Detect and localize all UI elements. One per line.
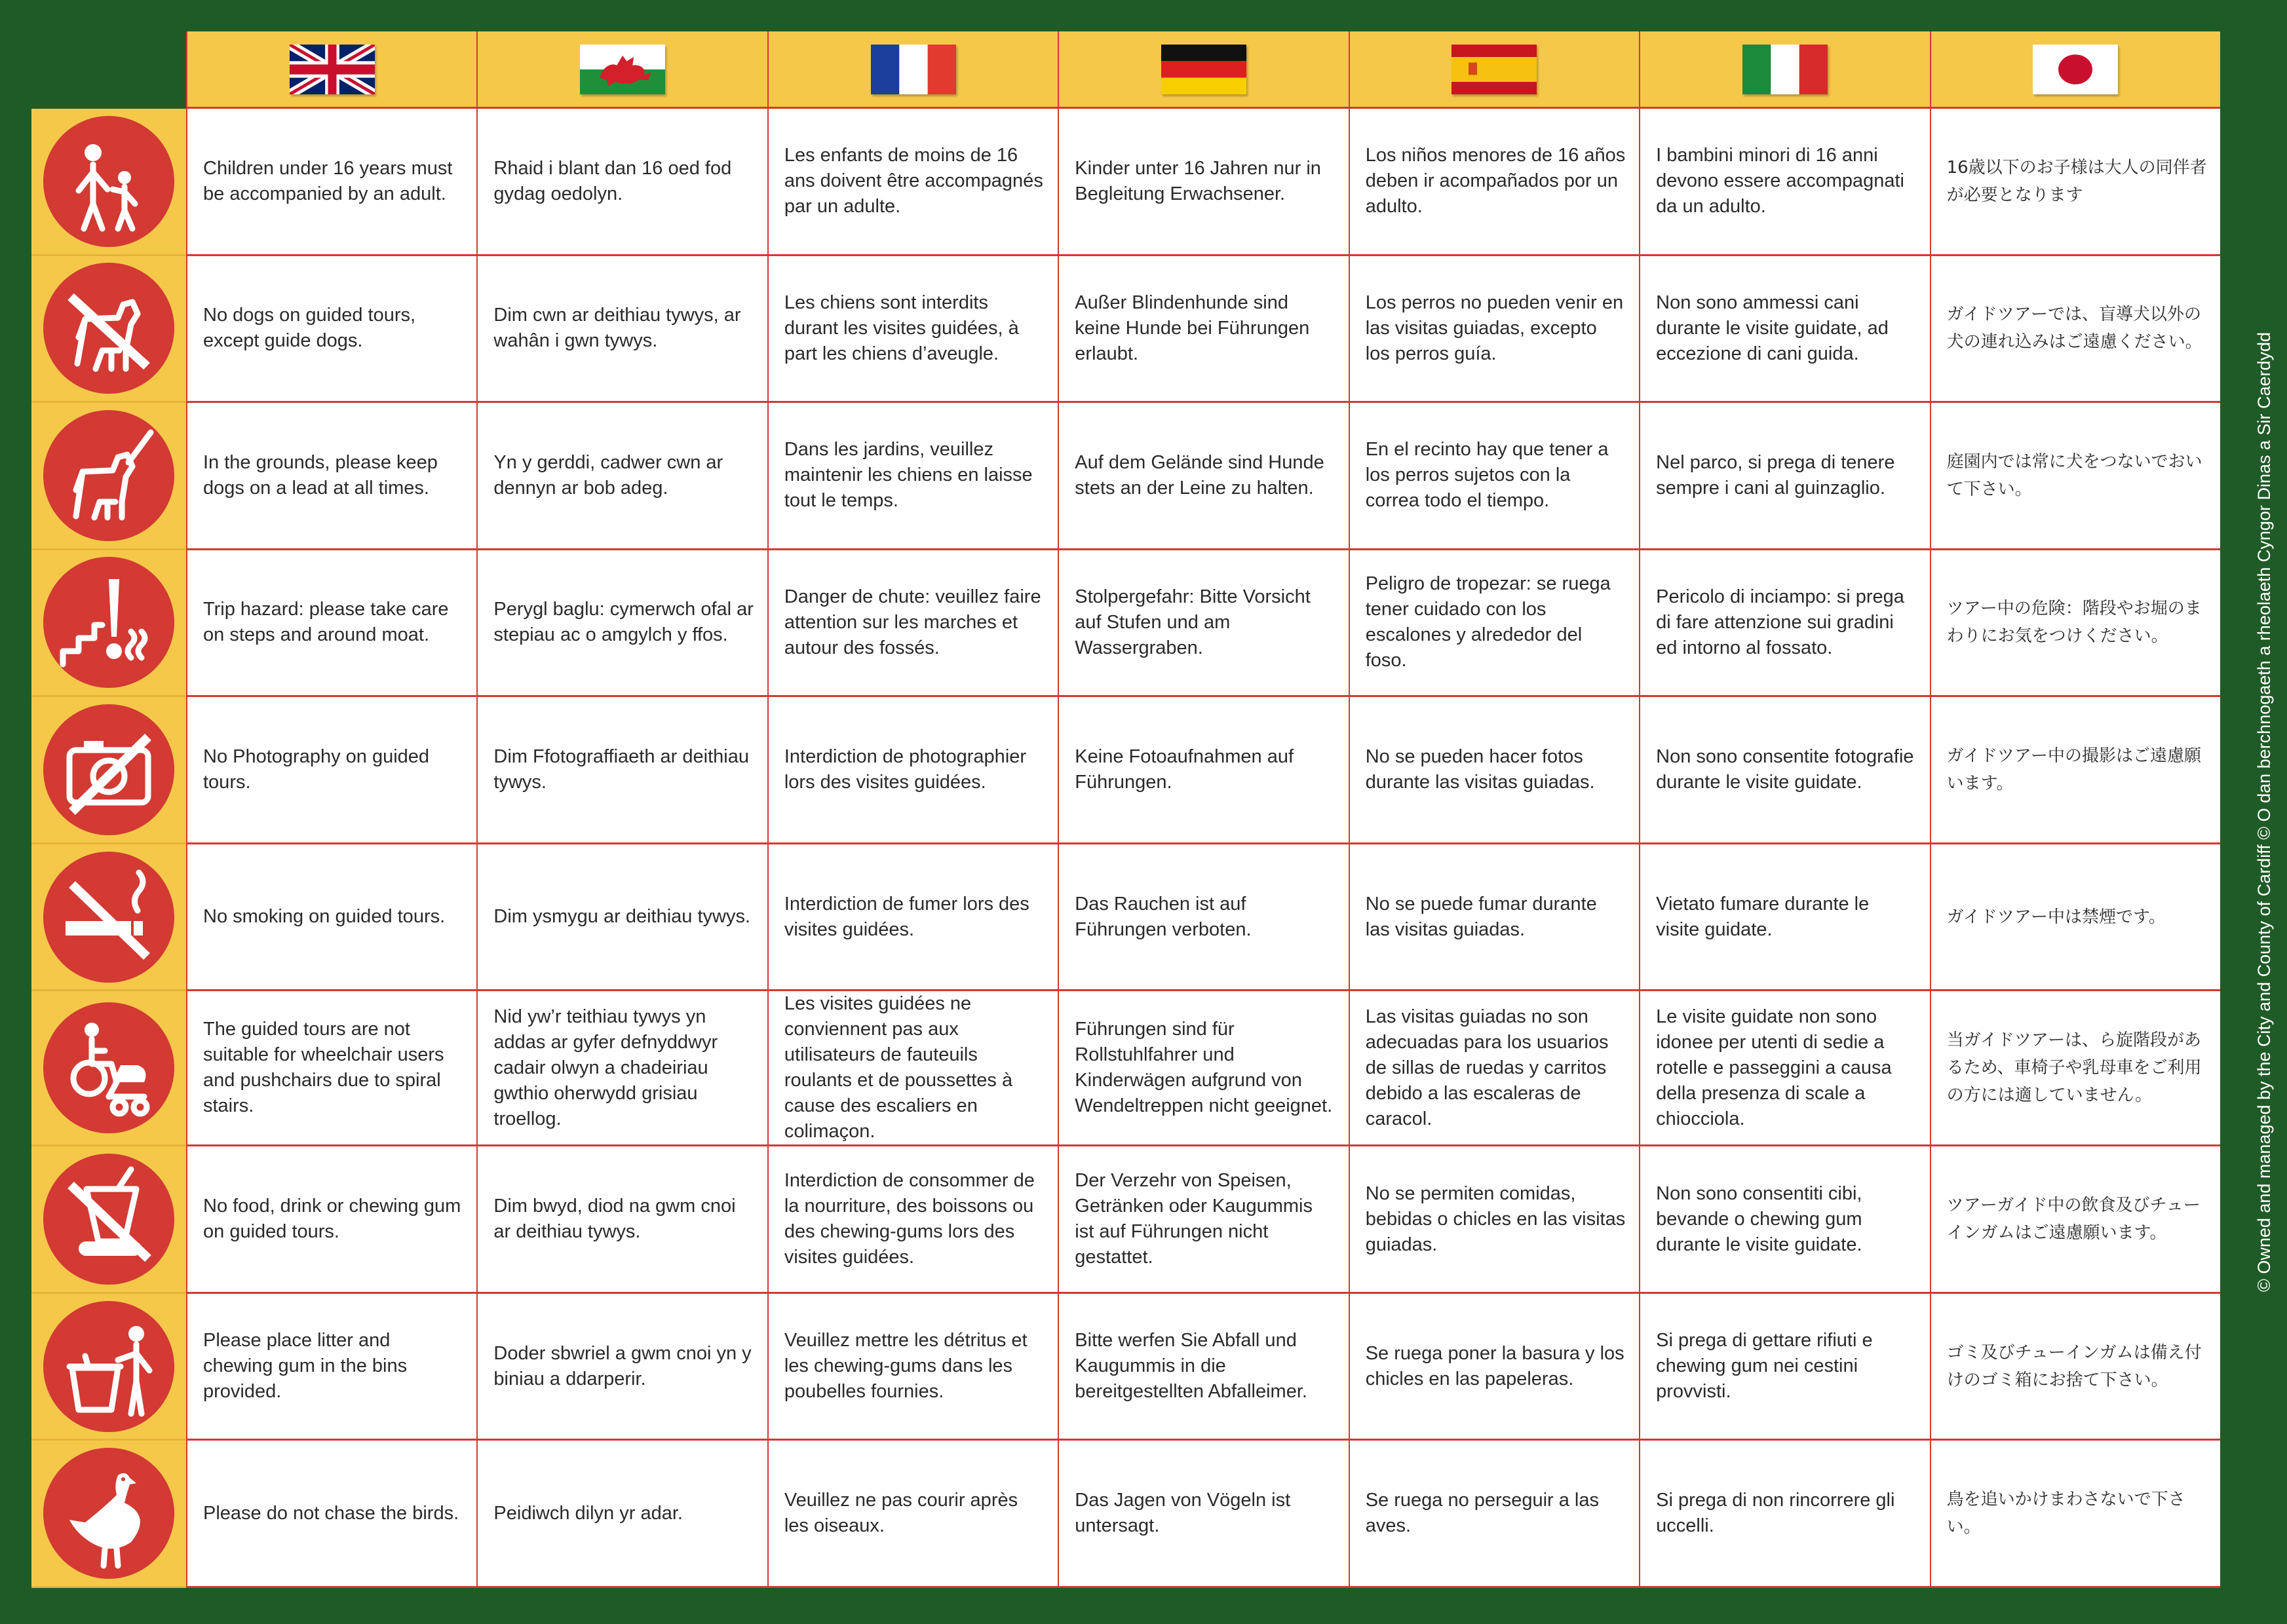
row-icon-cell: [31, 844, 186, 992]
rule-text-france: Interdiction de fumer lors des visites guidées.: [767, 844, 1058, 992]
rule-text-italy: Pericolo di inciampo: si prega di fare attenzione sui gradini ed intorno al fossato.: [1639, 550, 1929, 698]
rule-text-uk: Please place litter and chewing gum in the bins provided.: [186, 1294, 476, 1441]
rule-text-italy: Non sono consentite fotografie durante le visite guidate.: [1639, 697, 1929, 844]
rule-text-italy: Non sono ammessi cani durante le visite guidate, ad eccezione di cani guida.: [1639, 256, 1929, 404]
rule-text-spain: No se permiten comidas, bebidas o chicles en las visitas guiadas.: [1349, 1146, 1639, 1294]
no-photography-icon: [39, 700, 178, 839]
rule-text-wales: Peidiwch dilyn yr adar.: [476, 1441, 767, 1588]
rule-text-japan: 鳥を追いかけまわさないで下さい。: [1930, 1441, 2220, 1588]
rule-text-france: Les visites guidées ne conviennent pas aux utilisateurs de fauteuils roulants et de poussettes à cause des escaliers en colimaçon.: [767, 991, 1058, 1146]
row-icon-cell: [31, 109, 186, 256]
rule-text-germany: Bitte werfen Sie Abfall und Kaugummis in die bereitgestellten Abfalleimer.: [1058, 1294, 1348, 1441]
adult-child-icon: [39, 112, 178, 251]
rule-text-wales: Dim bwyd, diod na gwm cnoi ar deithiau tywys.: [476, 1146, 767, 1294]
rule-text-uk: No smoking on guided tours.: [186, 844, 476, 992]
rule-text-spain: Las visitas guiadas no son adecuadas para los usuarios de sillas de ruedas y carritos debido a las escaleras de caracol.: [1349, 991, 1639, 1146]
german-flag-icon: [1161, 45, 1246, 94]
rule-text-italy: I bambini minori di 16 anni devono essere accompagnati da un adulto.: [1639, 109, 1929, 256]
flag-header-italy: [1639, 31, 1929, 109]
rule-text-france: Interdiction de consommer de la nourriture, des boissons ou des chewing-gums lors des visites guidées.: [767, 1146, 1058, 1294]
rule-text-germany: Kinder unter 16 Jahren nur in Begleitung Erwachsener.: [1058, 109, 1348, 256]
rule-text-france: Veuillez mettre les détritus et les chewing-gums dans les poubelles fournies.: [767, 1294, 1058, 1441]
rule-text-italy: Nel parco, si prega di tenere sempre i cani al guinzaglio.: [1639, 403, 1929, 550]
french-flag-icon: [871, 45, 956, 94]
italian-flag-icon: [1742, 45, 1828, 94]
rule-text-wales: Doder sbwriel a gwm cnoi yn y biniau a ddarperir.: [476, 1294, 767, 1441]
rule-text-wales: Dim ysmygu ar deithiau tywys.: [476, 844, 767, 992]
rule-text-spain: No se pueden hacer fotos durante las visitas guiadas.: [1349, 697, 1639, 844]
rule-text-uk: Please do not chase the birds.: [186, 1441, 476, 1588]
no-food-drink-icon: [39, 1150, 178, 1289]
rule-text-japan: 当ガイドツアーは、ら旋階段があるため、車椅子や乳母車をご利用の方には適していません。: [1930, 991, 2220, 1146]
no-dogs-icon: [39, 259, 178, 398]
rule-text-japan: ガイドツアー中の撮影はご遠慮願います。: [1930, 697, 2220, 844]
wheelchair-pushchair-icon: [39, 998, 178, 1137]
rule-text-uk: In the grounds, please keep dogs on a lead at all times.: [186, 403, 476, 550]
rule-text-spain: En el recinto hay que tener a los perros sujetos con la correa todo el tiempo.: [1349, 403, 1639, 550]
rule-text-italy: Si prega di gettare rifiuti e chewing gum nei cestini provvisti.: [1639, 1294, 1929, 1441]
flag-header-spain: [1349, 31, 1639, 109]
rule-text-uk: No food, drink or chewing gum on guided tours.: [186, 1146, 476, 1294]
rule-text-italy: Vietato fumare durante le visite guidate.: [1639, 844, 1929, 992]
rule-text-italy: Le visite guidate non sono idonee per utenti di sedie a rotelle e passeggini a causa della presenza di scale a chiocciola.: [1639, 991, 1929, 1146]
rule-text-france: Veuillez ne pas courir après les oiseaux.: [767, 1441, 1058, 1588]
rule-text-wales: Yn y gerddi, cadwer cwn ar dennyn ar bob adeg.: [476, 403, 767, 550]
rule-text-japan: ガイドツアーでは、盲導犬以外の犬の連れ込みはご遠慮ください。: [1930, 256, 2220, 404]
row-icon-cell: [31, 1441, 186, 1588]
rule-text-spain: Se ruega poner la basura y los chicles en las papeleras.: [1349, 1294, 1639, 1441]
row-icon-cell: [31, 991, 186, 1146]
row-icon-cell: [31, 1294, 186, 1441]
row-icon-cell: [31, 256, 186, 404]
rule-text-uk: No dogs on guided tours, except guide dogs.: [186, 256, 476, 404]
rule-text-japan: ゴミ及びチューインガムは備え付けのゴミ箱にお捨て下さい。: [1930, 1294, 2220, 1441]
rule-text-japan: 16歳以下のお子様は大人の同伴者が必要となります: [1930, 109, 2220, 256]
rule-text-germany: Führungen sind für Rollstuhlfahrer und Kinderwägen aufgrund von Wendeltreppen nicht geeignet.: [1058, 991, 1348, 1146]
rule-text-germany: Außer Blindenhunde sind keine Hunde bei Führungen erlaubt.: [1058, 256, 1348, 404]
rule-text-germany: Der Verzehr von Speisen, Getränken oder Kaugummis ist auf Führungen nicht gestattet.: [1058, 1146, 1348, 1294]
union-jack-flag-icon: [290, 45, 375, 94]
flag-header-france: [767, 31, 1058, 109]
rule-text-spain: No se puede fumar durante las visitas guiadas.: [1349, 844, 1639, 992]
rule-text-france: Dans les jardins, veuillez maintenir les chiens en laisse tout le temps.: [767, 403, 1058, 550]
rule-text-france: Danger de chute: veuillez faire attention sur les marches et autour des fossés.: [767, 550, 1058, 698]
welsh-dragon-flag-icon: [580, 45, 665, 94]
flag-header-wales: [476, 31, 767, 109]
rule-text-uk: No Photography on guided tours.: [186, 697, 476, 844]
flag-header-japan: [1930, 31, 2220, 109]
rules-table: [31, 31, 2220, 1588]
flag-header-uk: [186, 31, 476, 109]
rule-text-italy: Si prega di non rincorrere gli uccelli.: [1639, 1441, 1929, 1588]
rule-text-germany: Das Rauchen ist auf Führungen verboten.: [1058, 844, 1348, 992]
rule-text-germany: Das Jagen von Vögeln ist untersagt.: [1058, 1441, 1348, 1588]
rule-text-france: Interdiction de photographier lors des visites guidées.: [767, 697, 1058, 844]
copyright-text: © Owned and managed by the City and County of Cardiff © O dan berchnogaeth a rheolaeth Cyngor Dinas a Sir Caerdydd: [2254, 331, 2275, 1293]
rule-text-germany: Stolpergefahr: Bitte Vorsicht auf Stufen und am Wassergraben.: [1058, 550, 1348, 698]
no-smoking-icon: [39, 848, 178, 987]
copyright-notice: [2245, 0, 2284, 1624]
row-icon-cell: [31, 697, 186, 844]
rule-text-uk: Trip hazard: please take care on steps and around moat.: [186, 550, 476, 698]
rule-text-japan: 庭園内では常に犬をつないでおいて下さい。: [1930, 403, 2220, 550]
dog-on-lead-icon: [39, 406, 178, 545]
rule-text-france: Les enfants de moins de 16 ans doivent être accompagnés par un adulte.: [767, 109, 1058, 256]
spanish-flag-icon: [1451, 45, 1537, 94]
japanese-flag-icon: [2033, 45, 2118, 94]
flag-header-germany: [1058, 31, 1348, 109]
rule-text-spain: Se ruega no perseguir a las aves.: [1349, 1441, 1639, 1588]
rule-text-france: Les chiens sont interdits durant les visites guidées, à part les chiens d’aveugle.: [767, 256, 1058, 404]
rule-text-spain: Peligro de tropezar: se ruega tener cuidado con los escalones y alrededor del foso.: [1349, 550, 1639, 698]
row-icon-cell: [31, 550, 186, 698]
peacock-bird-icon: [39, 1444, 178, 1583]
rule-text-germany: Keine Fotoaufnahmen auf Führungen.: [1058, 697, 1348, 844]
rule-text-uk: Children under 16 years must be accompanied by an adult.: [186, 109, 476, 256]
rule-text-spain: Los niños menores de 16 años deben ir acompañados por un adulto.: [1349, 109, 1639, 256]
rule-text-wales: Perygl baglu: cymerwch ofal ar stepiau ac o amgylch y ffos.: [476, 550, 767, 698]
row-icon-cell: [31, 1146, 186, 1294]
rule-text-germany: Auf dem Gelände sind Hunde stets an der Leine zu halten.: [1058, 403, 1348, 550]
rule-text-japan: ガイドツアー中は禁煙です。: [1930, 844, 2220, 992]
rule-text-wales: Dim cwn ar deithiau tywys, ar wahân i gwn tywys.: [476, 256, 767, 404]
header-corner: [31, 31, 186, 109]
rule-text-spain: Los perros no pueden venir en las visitas guiadas, excepto los perros guía.: [1349, 256, 1639, 404]
rule-text-wales: Dim Ffotograffiaeth ar deithiau tywys.: [476, 697, 767, 844]
litter-bin-icon: [39, 1297, 178, 1436]
rule-text-japan: ツアー中の危険：階段やお堀のまわりにお気をつけください。: [1930, 550, 2220, 698]
rule-text-japan: ツアーガイド中の飲食及びチューインガムはご遠慮願います。: [1930, 1146, 2220, 1294]
rule-text-italy: Non sono consentiti cibi, bevande o chewing gum durante le visite guidate.: [1639, 1146, 1929, 1294]
signage-sheet: [31, 31, 2220, 1588]
rule-text-uk: The guided tours are not suitable for wheelchair users and pushchairs due to spiral stairs.: [186, 991, 476, 1146]
rule-text-wales: Rhaid i blant dan 16 oed fod gydag oedolyn.: [476, 109, 767, 256]
row-icon-cell: [31, 403, 186, 550]
trip-hazard-icon: [39, 553, 178, 692]
rule-text-wales: Nid yw’r teithiau tywys yn addas ar gyfer defnyddwyr cadair olwyn a chadeiriau gwthio oherwydd grisiau troellog.: [476, 991, 767, 1146]
